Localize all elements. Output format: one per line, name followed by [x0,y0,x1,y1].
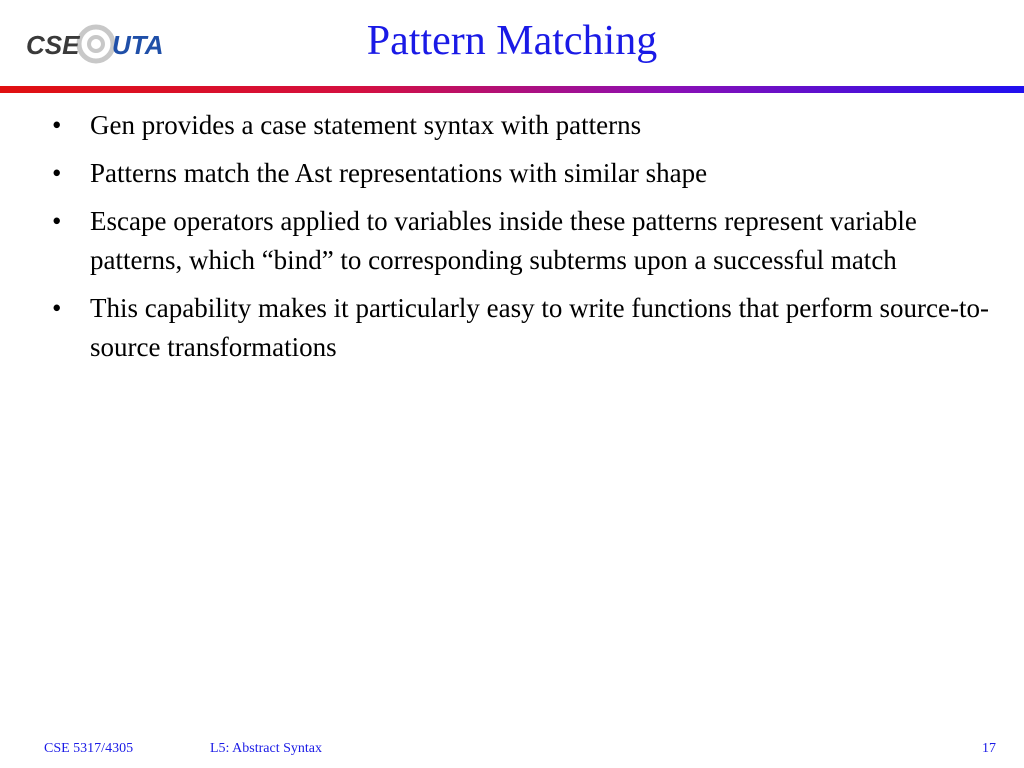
bullet-marker: • [52,293,62,323]
bullet-marker: • [52,110,62,140]
title-divider [0,86,1024,93]
bullet-item [52,154,992,193]
bullet-item [52,289,992,367]
bullet-item [52,106,992,145]
bullet-list [52,106,992,376]
bullet-text: Escape operators applied to variables inside these patterns represent variable patterns, which “bind” to corresponding subterms upon a successful match [90,206,917,275]
footer-lecture-title: L5: Abstract Syntax [210,741,322,756]
bullet-marker: • [52,158,62,188]
logo-text-uta: UTA [112,30,164,60]
slide-title: Pattern Matching [366,18,658,64]
bullet-item [52,202,992,280]
logo-text-cse: CSE [26,30,80,60]
bullet-text: This capability makes it particularly easy to write functions that perform source-to-source transformations [90,293,989,362]
bullet-text: Gen provides a case statement syntax with patterns [90,110,642,140]
bullet-marker: • [52,206,62,236]
bullet-text: Patterns match the Ast representations with similar shape [90,158,708,188]
footer-course: CSE 5317/4305 [44,741,134,756]
footer-page-number: 17 [982,741,996,756]
